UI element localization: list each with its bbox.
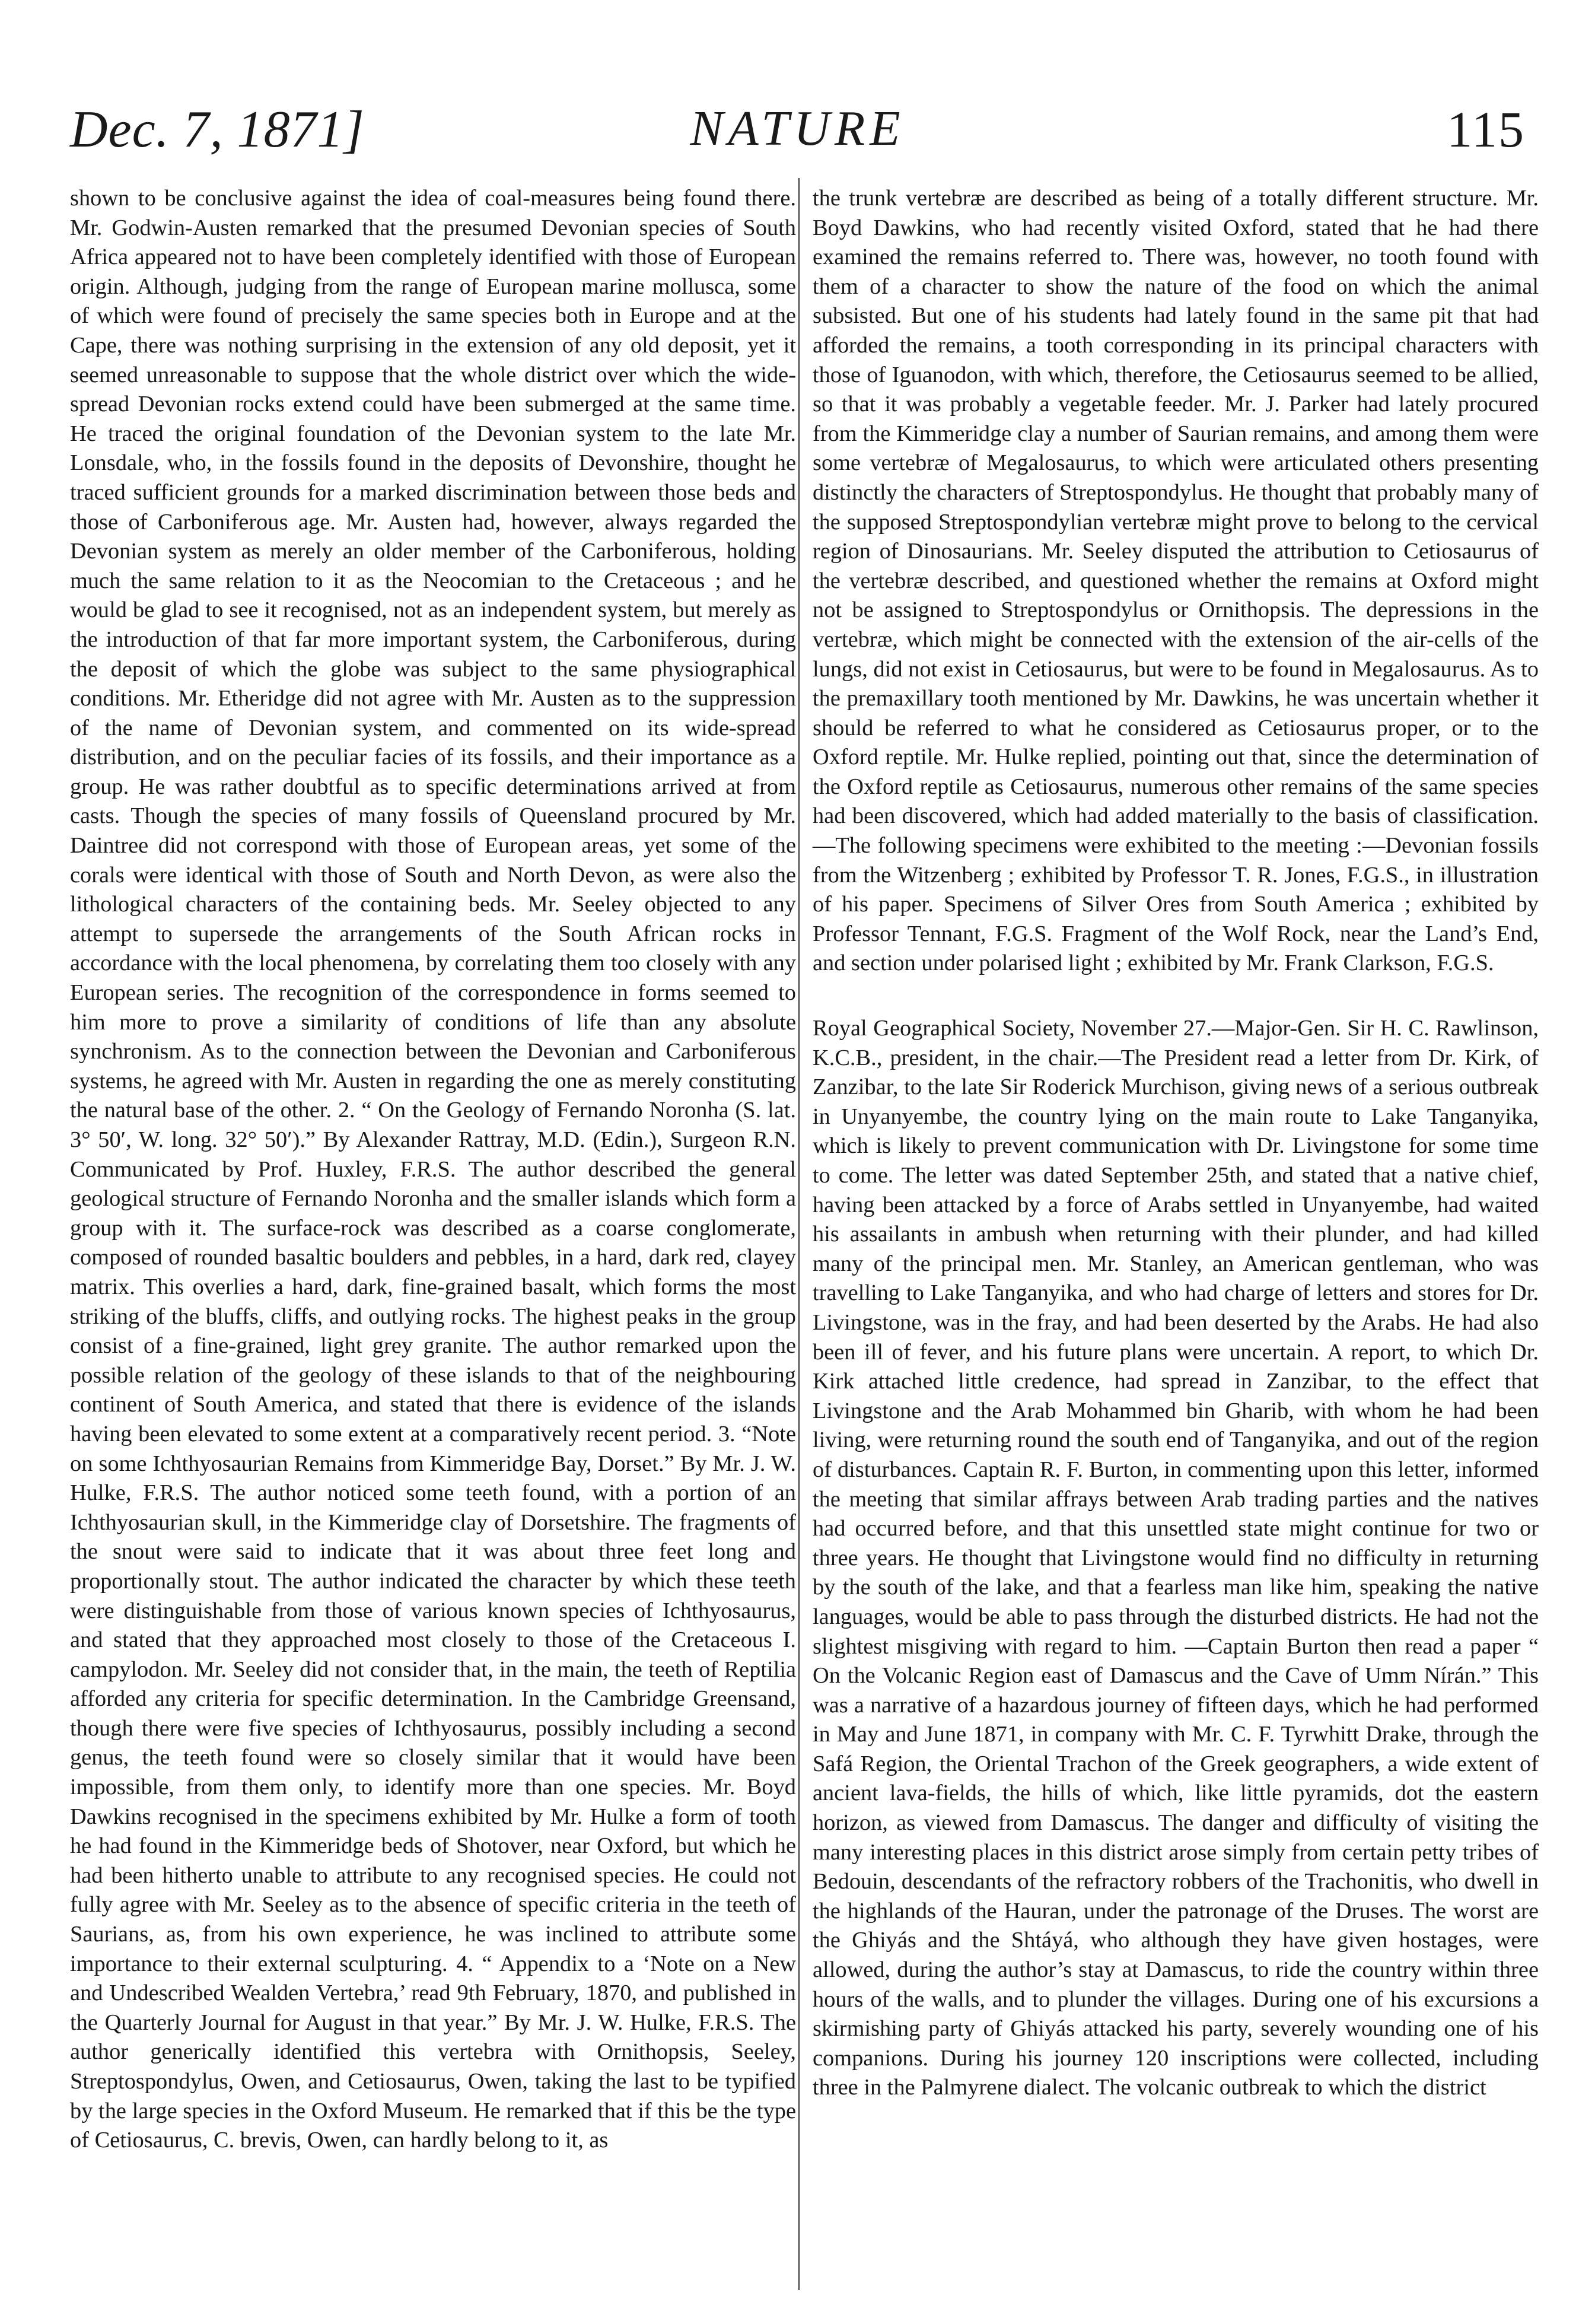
right-column-paragraph: the trunk vertebræ are described as being of a totally different structure. Mr. Boyd Dawkins, who had recently visited Oxford, stated that he had there examined the remains referred to. There was, however, no tooth found with them of a character to show the nature of the food on which the animal subsisted. But one of his students had lately found in the same pit that had afforded the remains, a tooth corresponding in its principal characters with those of Iguanodon, with which, therefore, the Cetiosaurus seemed to be allied, so that it was probably a vegetable feeder. Mr. J. Parker had lately procured from the Kimmeridge clay a number of Saurian remains, and among them were some vertebræ of Megalosaurus, to which were articulated others presenting distinctly the characters of Streptospondylus. He thought that probably many of the supposed Streptospondylian vertebræ might prove to belong to the cervical region of Dinosaurians. Mr. Seeley disputed the attribution to Cetiosaurus of the vertebræ described, and questioned whether the remains at Oxford might not be assigned to Streptospondylus or Ornithopsis. The depressions in the vertebræ, which might be connected with the extension of the air-cells of the lungs, did not exist in Cetiosaurus, but were to be found in Megalosaurus. As to the premaxillary tooth mentioned by Mr. Dawkins, he was uncertain whether it should be referred to what he considered as Cetiosaurus proper, or to the Oxford reptile. Mr. Hulke replied, pointing out that, since the determination of the Oxford reptile as Cetiosaurus, numerous other remains of the same species had been discovered, which had added materially to the basis of classification.—The following specimens were exhibited to the meeting :—Devonian fossils from the Witzenberg ; exhibited by Professor T. R. Jones, F.G.S., in illustration of his paper. Specimens of Silver Ores from South America ; exhibited by Professor Tennant, F.G.S. Fragment of the Wolf Rock, near the Land’s End, and section under polarised light ; exhibited by Mr. Frank Clarkson, F.G.S. (813, 186, 1539, 976)
column-divider (798, 178, 800, 2290)
journal-title: NATURE (690, 101, 905, 156)
left-column (70, 184, 796, 2155)
royal-geographical-society-paragraph: Royal Geographical Society, November 27.—Major-Gen. Sir H. C. Rawlinson, K.C.B., president, in the chair.—The President read a letter from Dr. Kirk, of Zanzibar, to the late Sir Roderick Murchison, giving news of a serious outbreak in Unyanyembe, the country lying on the main route to Lake Tanganyika, which is likely to prevent communication with Dr. Livingstone for some time to come. The letter was dated September 25th, and stated that a native chief, having been attacked by a force of Arabs settled in Unyanyembe, had waited his assailants in ambush when returning with their plunder, and had killed many of the principal men. Mr. Stanley, an American gentleman, who was travelling to Lake Tanganyika, and who had charge of letters and stores for Dr. Livingstone, was in the fray, and had been deserted by the Arabs. He had also been ill of fever, and his future plans were uncertain. A report, to which Dr. Kirk attached little credence, had spread in Zanzibar, to the effect that Livingstone and the Arab Mohammed bin Gharib, with whom he had been living, were returning round the south end of Tanganyika, and out of the region of disturbances. Captain R. F. Burton, in commenting upon this letter, informed the meeting that similar affrays between Arab trading parties and the natives had occurred before, and that this unsettled state might continue for two or three years. He thought that Livingstone would find no difficulty in returning by the south of the lake, and that a fearless man like him, speaking the native languages, would be able to pass through the disturbed districts. He had not the slightest misgiving with regard to him. —Captain Burton then read a paper “ On the Volcanic Region east of Damascus and the Cave of Umm Nírán.” This was a narrative of a hazardous journey of fifteen days, which he had performed in May and June 1871, in company with Mr. C. F. Tyrwhitt Drake, through the Safá Region, the Oriental Trachon of the Greek geographers, a wide extent of ancient lava-fields, the hills of which, like little pyramids, dot the eastern horizon, as viewed from Damascus. The danger and difficulty of visiting the many interesting places in this district arose simply from certain petty tribes of Bedouin, descendants of the refractory robbers of the Trachonitis, who dwell in the highlands of the Hauran, under the patronage of the Druses. The worst are the Ghiyás and the Shtáyá, who although they have given hostages, were allowed, during the author’s stay at Damascus, to ride the country within three hours of the walls, and to plunder the villages. During one of his excursions a skirmishing party of Ghiyás attacked his party, severely wounding one of his companions. During his journey 120 inscriptions were collected, including three in the Palmyrene dialect. The volcanic outbreak to which the district (813, 1016, 1539, 2100)
page-number: 115 (1447, 101, 1525, 158)
page-header (70, 89, 1525, 160)
left-column-paragraph: shown to be conclusive against the idea of coal-measures being found there. Mr. Godwin-Austen remarked that the presumed Devonian species of South Africa appeared not to have been completely identified with those of European origin. Although, judging from the range of European marine mollusca, some of which were found of precisely the same species both in Europe and at the Cape, there was nothing surprising in the extension of any old deposit, yet it seemed unreasonable to suppose that the whole district over which the wide-spread Devonian rocks extend could have been submerged at the same time. He traced the original foundation of the Devonian system to the late Mr. Lonsdale, who, in the fossils found in the deposits of Devonshire, thought he traced sufficient grounds for a marked discrimination between those beds and those of Carboniferous age. Mr. Austen had, however, always regarded the Devonian system as merely an older member of the Carboniferous, holding much the same relation to it as the Neocomian to the Cretaceous ; and he would be glad to see it recognised, not as an independent system, but merely as the introduction of that far more important system, the Carboniferous, during the deposit of which the globe was subject to the same physiographical conditions. Mr. Etheridge did not agree with Mr. Austen as to the suppression of the name of Devonian system, and commented on its wide-spread distribution, and on the peculiar facies of its fossils, and their importance as a group. He was rather doubtful as to specific determinations arrived at from casts. Though the species of many fossils of Queensland procured by Mr. Daintree did not correspond with those of European areas, yet some of the corals were identical with those of South and North Devon, as were also the lithological characters of the containing beds. Mr. Seeley objected to any attempt to supersede the arrangements of the South African rocks in accordance with the local phenomena, by correlating them too closely with any European series. The recognition of the correspondence in forms seemed to him more to prove a similarity of conditions of life than any absolute synchronism. As to the connection between the Devonian and Carboniferous systems, he agreed with Mr. Austen in regarding the one as merely constituting the natural base of the other. 2. “ On the Geology of Fernando Noronha (S. lat. 3° 50′, W. long. 32° 50′).” By Alexander Rattray, M.D. (Edin.), Surgeon R.N. Communicated by Prof. Huxley, F.R.S. The author described the general geological structure of Fernando Noronha and the smaller islands which form a group with it. The surface-rock was described as a coarse conglomerate, composed of rounded basaltic boulders and pebbles, in a hard, dark red, clayey matrix. This overlies a hard, dark, fine-grained basalt, which forms the most striking of the bluffs, cliffs, and outlying rocks. The highest peaks in the group consist of a fine-grained, light grey granite. The author remarked upon the possible relation of the geology of these islands to that of the neighbouring continent of South America, and stated that there is evidence of the islands having been elevated to some extent at a comparatively recent period. 3. “Note on some Ichthyosaurian Remains from Kimmeridge Bay, Dorset.” By Mr. J. W. Hulke, F.R.S. The author noticed some teeth found, with a portion of an Ichthyosaurian skull, in the Kimmeridge clay of Dorsetshire. The fragments of the snout were said to indicate that it was about three feet long and proportionally stout. The author indicated the character by which these teeth were distinguishable from those of various known species of Ichthyosaurus, and stated that they approached most closely to those of the Cretaceous I. campylodon. Mr. Seeley did not consider that, in the main, the teeth of Reptilia afforded any criteria for specific determination. In the Cambridge Greensand, though there were five species of Ichthyosaurus, possibly including a second genus, the teeth found were so closely similar that it would have been impossible, from them only, to identify more than one species. Mr. Boyd Dawkins recognised in the specimens exhibited by Mr. Hulke a form of tooth he had found in the Kimmeridge beds of Shotover, near Oxford, but which he had been hitherto unable to attribute to any recognised species. He could not fully agree with Mr. Seeley as to the absence of specific criteria in the teeth of Saurians, as, from his own experience, he was inclined to attribute some importance to their external sculpturing. 4. “ Appendix to a ‘Note on a New and Undescribed Wealden Vertebra,’ read 9th February, 1870, and published in the Quarterly Journal for August in that year.” By Mr. J. W. Hulke, F.R.S. The author generically identified this vertebra with Ornithopsis, Seeley, Streptospondylus, Owen, and Cetiosaurus, Owen, taking the last to be typified by the large species in the Oxford Museum. He remarked that if this be the type of Cetiosaurus, C. brevis, Owen, can hardly belong to it, as (70, 186, 796, 2153)
issue-date: Dec. 7, 1871] (70, 101, 365, 158)
right-column (813, 184, 1539, 2103)
